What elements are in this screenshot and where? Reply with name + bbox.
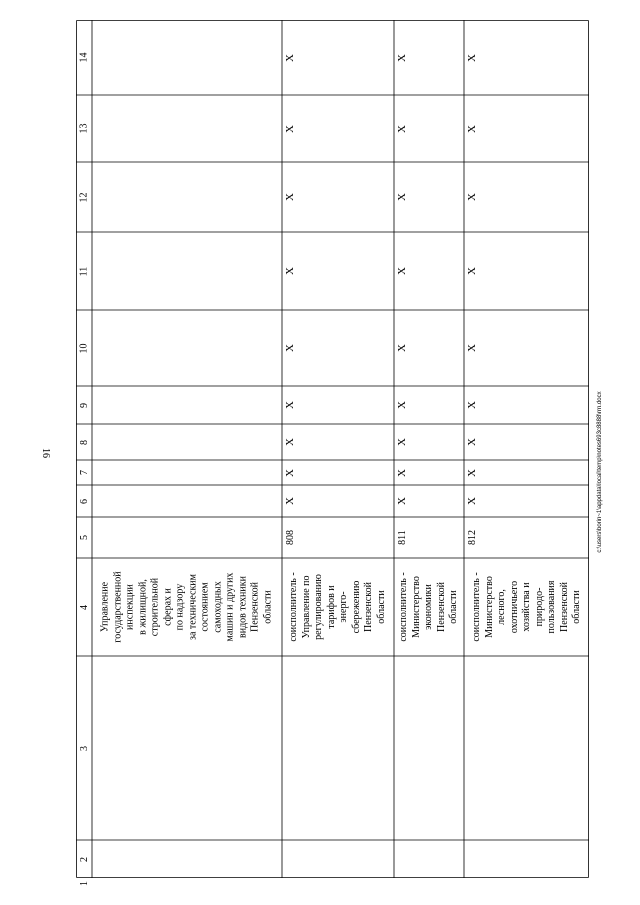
- column-header-label: 8: [78, 439, 90, 445]
- rotated-table: [76, 20, 589, 886]
- x-mark: X: [465, 497, 478, 505]
- executor-name-line: тарифов и: [325, 585, 337, 629]
- executor-name-line: экономики: [422, 584, 434, 630]
- column-header-label: 12: [78, 192, 90, 202]
- executor-name-cell: [394, 558, 464, 656]
- executor-name-line: Пензенской: [557, 582, 569, 632]
- executor-name-line: области: [570, 590, 582, 624]
- executor-name-line: регулированию: [313, 574, 324, 640]
- x-mark: X: [465, 438, 478, 446]
- executor-name: [398, 572, 461, 641]
- x-mark: X: [283, 438, 296, 446]
- column-header: [76, 558, 92, 656]
- executor-name-line: лесного,: [495, 589, 507, 625]
- column-header: [76, 878, 92, 889]
- column-header: [76, 485, 92, 517]
- executor-name: [470, 572, 583, 641]
- x-mark-cell: [394, 386, 410, 424]
- x-mark: X: [283, 267, 296, 275]
- column-header-label: 13: [78, 123, 90, 134]
- executor-name-cell: [464, 558, 589, 656]
- executor-name-line: хозяйства и: [520, 582, 532, 632]
- executor-name-line: сферах и: [162, 588, 173, 626]
- x-mark: X: [395, 193, 408, 201]
- x-mark: X: [283, 401, 296, 409]
- executor-name-line: по надзору: [174, 583, 186, 631]
- executor-name-line: Управление: [99, 581, 111, 633]
- column-header-label: 3: [78, 745, 90, 751]
- x-mark: X: [465, 468, 478, 477]
- x-mark: X: [395, 124, 408, 133]
- executor-name-line: в жилищной,: [137, 579, 148, 635]
- column-header: [76, 95, 92, 162]
- x-mark: X: [395, 53, 408, 62]
- executor-name-line: инспекции: [124, 584, 136, 630]
- x-mark-cell: [464, 386, 480, 424]
- x-mark-cell: [464, 20, 480, 95]
- column-header: [76, 460, 92, 485]
- x-mark-cell: [464, 162, 480, 232]
- column-header: [76, 840, 92, 878]
- executor-name-line: самоходных: [212, 581, 223, 633]
- x-mark-cell: [394, 95, 410, 162]
- x-mark-cell: [464, 232, 480, 310]
- executor-name-line: природо-: [532, 587, 544, 627]
- executor-name-line: соисполнитель -: [470, 572, 482, 642]
- x-mark: X: [283, 344, 296, 352]
- executor-name-cell: [282, 558, 394, 656]
- x-mark-cell: [464, 485, 480, 517]
- x-mark: X: [283, 124, 296, 133]
- executor-name-line: состоянием: [199, 582, 211, 632]
- x-mark-cell: [464, 95, 480, 162]
- x-mark-cell: [464, 424, 480, 460]
- x-mark: X: [395, 438, 408, 446]
- column-header-label: 7: [78, 470, 90, 475]
- x-mark: X: [465, 344, 478, 352]
- x-mark: X: [283, 53, 296, 62]
- column-header-label: 11: [78, 266, 90, 276]
- footer-file-path: c:\users\borin~1\appdata\local\temp\notes693c8888\rrn.docx: [597, 391, 603, 553]
- executor-name-line: пользования: [545, 580, 557, 634]
- x-mark-cell: [282, 460, 298, 485]
- executor-name-line: видов техники: [237, 576, 248, 638]
- column-header-label: 9: [78, 402, 90, 408]
- budget-code-cell: [394, 517, 410, 558]
- column-header-label: 4: [78, 604, 90, 610]
- x-mark: X: [465, 193, 478, 201]
- x-mark-cell: [394, 424, 410, 460]
- executor-name-line: области: [262, 590, 273, 624]
- executor-name: [288, 572, 388, 641]
- executor-name-line: Министерство: [482, 576, 494, 638]
- executor-name-line: соисполнитель -: [397, 572, 409, 642]
- x-mark-cell: [394, 232, 410, 310]
- x-mark: X: [465, 267, 478, 275]
- x-mark: X: [465, 53, 478, 62]
- x-mark-cell: [394, 460, 410, 485]
- budget-code: 808: [284, 530, 296, 545]
- x-mark: X: [283, 193, 296, 201]
- executor-name-line: области: [375, 590, 387, 624]
- executor-name-line: за техническим: [187, 574, 198, 640]
- x-mark-cell: [394, 20, 410, 95]
- budget-code: 811: [396, 530, 408, 545]
- executor-name-line: охотничьего: [507, 580, 519, 634]
- executor-name-line: области: [447, 590, 459, 624]
- budget-code: 812: [466, 530, 478, 545]
- x-mark-cell: [282, 232, 298, 310]
- column-header: [76, 656, 92, 840]
- column-header: [76, 162, 92, 232]
- budget-code-cell: [282, 517, 298, 558]
- table-grid: [76, 20, 589, 878]
- column-header: [76, 517, 92, 558]
- x-mark-cell: [394, 485, 410, 517]
- x-mark-cell: [282, 310, 298, 386]
- x-mark: X: [395, 344, 408, 352]
- x-mark-cell: [394, 162, 410, 232]
- column-header: [76, 424, 92, 460]
- executor-name-line: соисполнитель -: [288, 572, 299, 642]
- column-header-label: 5: [78, 535, 90, 540]
- column-header: [76, 20, 92, 95]
- x-mark-cell: [464, 460, 480, 485]
- column-header: [76, 310, 92, 386]
- executor-name-line: государственной: [112, 571, 123, 643]
- x-mark: X: [283, 497, 296, 505]
- x-mark-cell: [282, 424, 298, 460]
- x-mark-cell: [282, 95, 298, 162]
- executor-name-line: Пензенской: [435, 582, 447, 632]
- x-mark: X: [395, 401, 408, 409]
- x-mark: X: [395, 468, 408, 477]
- executor-name-line: Министерство: [410, 576, 422, 638]
- x-mark: X: [465, 401, 478, 409]
- x-mark-cell: [464, 310, 480, 386]
- x-mark-cell: [282, 485, 298, 517]
- x-mark: X: [283, 468, 296, 477]
- column-header-label: 2: [78, 856, 90, 862]
- executor-name-line: Пензенской: [249, 582, 261, 632]
- executor-name-line: энерго-: [338, 591, 349, 623]
- x-mark: X: [465, 124, 478, 133]
- executor-name: [100, 571, 275, 642]
- budget-code-cell: [464, 517, 480, 558]
- executor-name-cell: [92, 558, 282, 656]
- column-header-label: 14: [78, 52, 90, 63]
- x-mark-cell: [394, 310, 410, 386]
- x-mark-cell: [282, 386, 298, 424]
- x-mark-cell: [282, 20, 298, 95]
- column-header-label: 1: [78, 881, 90, 886]
- column-header: [76, 386, 92, 424]
- x-mark: X: [395, 497, 408, 505]
- executor-name-line: сбережению: [350, 580, 362, 634]
- x-mark-cell: [282, 162, 298, 232]
- executor-name-line: строительной: [149, 577, 161, 637]
- column-header: [76, 232, 92, 310]
- page-number: 16: [40, 448, 51, 458]
- executor-name-line: Управление по: [300, 575, 312, 639]
- executor-name-line: Пензенской: [363, 582, 374, 632]
- column-header-label: 10: [78, 343, 90, 353]
- column-header-label: 6: [78, 498, 90, 504]
- executor-name-line: машин и других: [224, 572, 236, 642]
- x-mark: X: [395, 267, 408, 275]
